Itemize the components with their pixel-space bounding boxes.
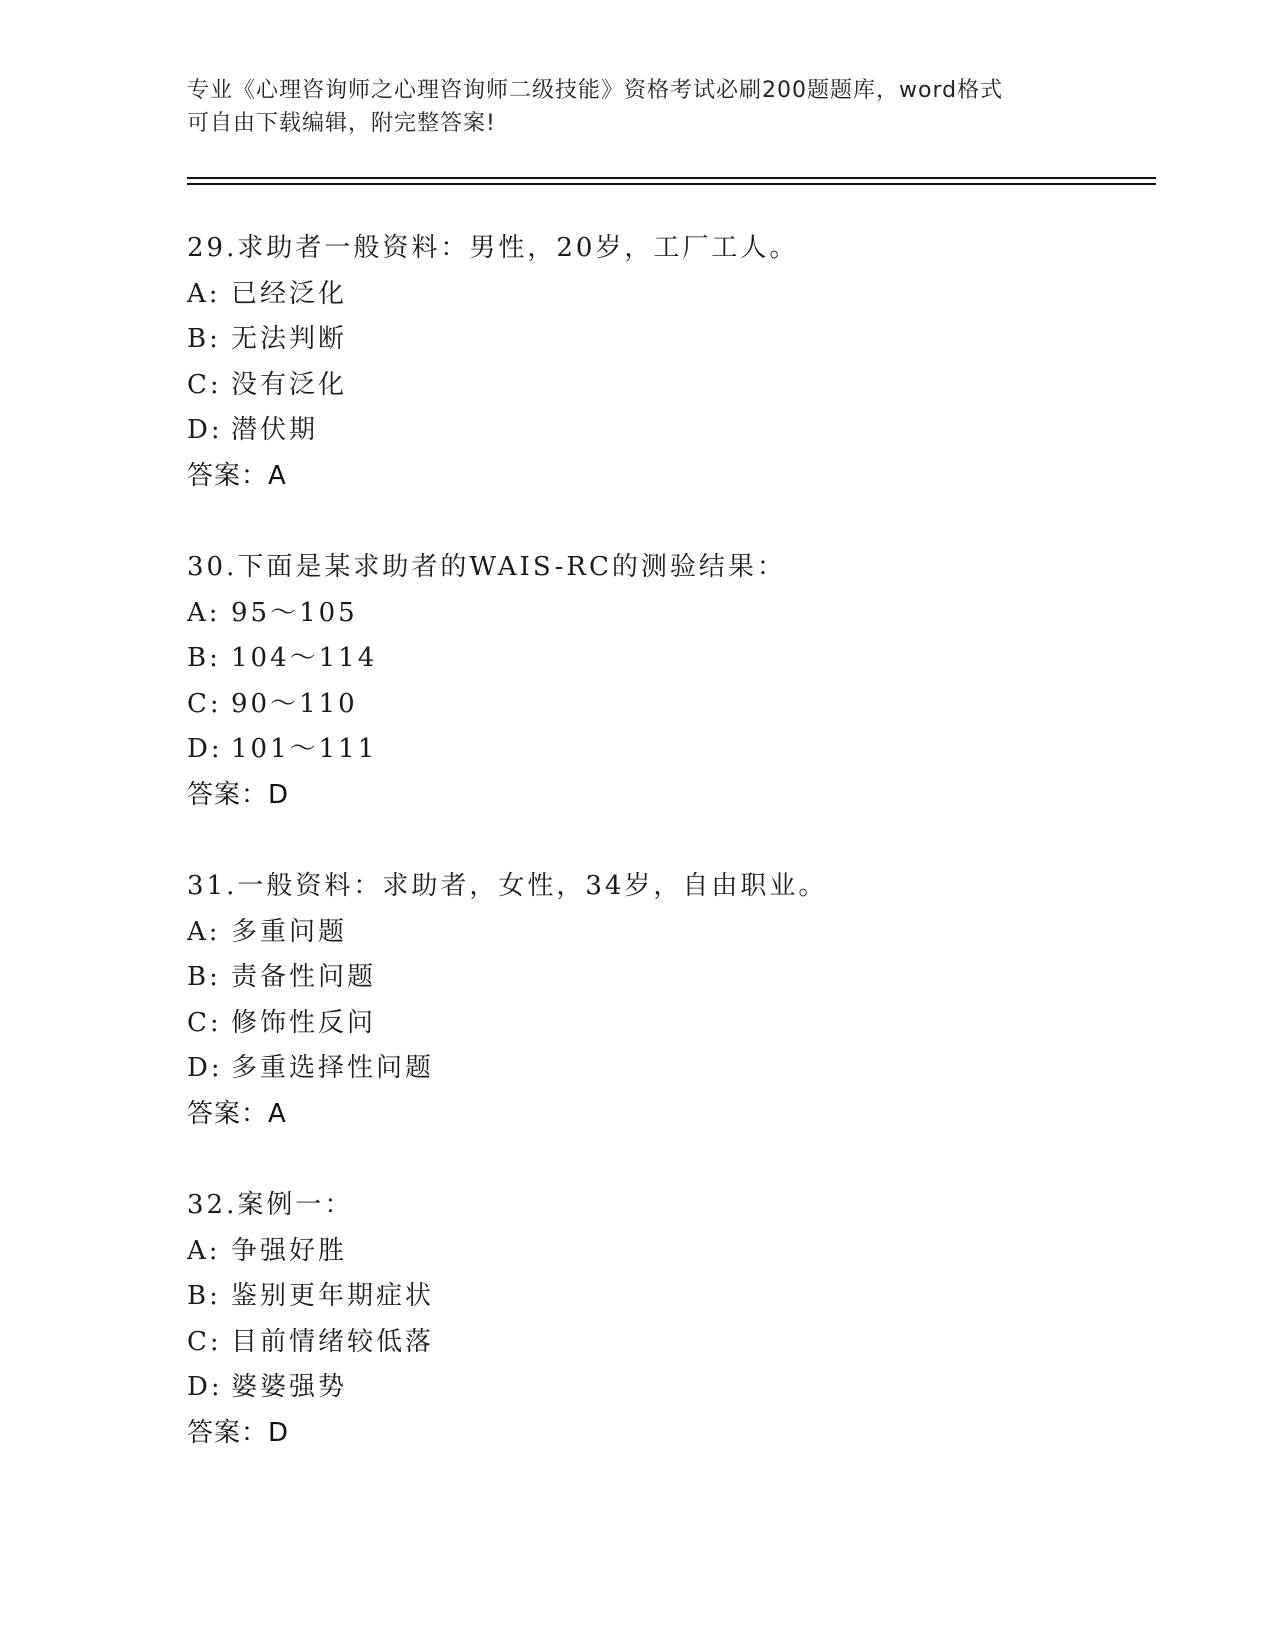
option-letter: A: bbox=[187, 916, 221, 947]
option-letter: A: bbox=[187, 597, 221, 628]
question-31 bbox=[187, 864, 1087, 1137]
header-divider-top bbox=[187, 177, 1156, 179]
option-d bbox=[187, 1046, 1087, 1092]
question-stem: 29.求助者一般资料：男性，20岁，工厂工人。 bbox=[187, 233, 799, 263]
option-text: 多重选择性问题 bbox=[231, 1053, 435, 1083]
option-text: 无法判断 bbox=[231, 324, 348, 354]
answer-line: 答案：A bbox=[187, 1098, 287, 1129]
header-divider-bottom bbox=[187, 183, 1156, 185]
option-b bbox=[187, 636, 1087, 682]
option-letter: A: bbox=[187, 1235, 221, 1266]
option-text: 90～110 bbox=[231, 688, 358, 719]
question-30 bbox=[187, 545, 1087, 818]
option-c bbox=[187, 363, 1087, 409]
question-stem: 31.一般资料：求助者，女性，34岁，自由职业。 bbox=[187, 871, 828, 901]
option-text: 101～111 bbox=[231, 734, 378, 764]
option-letter: C: bbox=[187, 1007, 222, 1038]
option-text: 多重问题 bbox=[231, 916, 348, 947]
option-text: 鉴别更年期症状 bbox=[231, 1281, 435, 1311]
option-c bbox=[187, 1001, 1087, 1047]
option-d bbox=[187, 408, 1087, 454]
option-letter: C: bbox=[187, 688, 222, 719]
header-line-1: 专业《心理咨询师之心理咨询师二级技能》资格考试必刷200题题库，word格式 bbox=[187, 78, 1004, 103]
answer-line: 答案：D bbox=[187, 779, 290, 810]
option-text: 责备性问题 bbox=[231, 962, 377, 992]
option-text: 目前情绪较低落 bbox=[231, 1326, 435, 1357]
option-d bbox=[187, 1365, 1087, 1411]
question-stem: 30.下面是某求助者的WAIS-RC的测验结果： bbox=[187, 552, 786, 582]
option-a bbox=[187, 910, 1087, 956]
option-text: 已经泛化 bbox=[231, 278, 348, 309]
option-text: 104～114 bbox=[231, 643, 378, 673]
option-b bbox=[187, 955, 1087, 1001]
option-a bbox=[187, 272, 1087, 318]
option-letter: B: bbox=[187, 1281, 221, 1311]
option-letter: D: bbox=[187, 1053, 223, 1083]
option-text: 争强好胜 bbox=[231, 1235, 348, 1266]
option-letter: B: bbox=[187, 962, 221, 992]
question-29 bbox=[187, 226, 1087, 499]
option-letter: C: bbox=[187, 1326, 222, 1357]
option-c bbox=[187, 1320, 1087, 1366]
option-b bbox=[187, 317, 1087, 363]
header-line-2: 可自由下载编辑，附完整答案! bbox=[187, 111, 496, 136]
option-text: 没有泛化 bbox=[231, 369, 348, 400]
option-letter: D: bbox=[187, 1372, 223, 1402]
document-header bbox=[187, 74, 1087, 140]
option-a bbox=[187, 1229, 1087, 1275]
answer-line: 答案：A bbox=[187, 460, 287, 491]
option-a bbox=[187, 591, 1087, 637]
option-text: 潜伏期 bbox=[231, 415, 319, 445]
question-32 bbox=[187, 1183, 1087, 1456]
option-letter: D: bbox=[187, 415, 223, 445]
option-b bbox=[187, 1274, 1087, 1320]
option-text: 婆婆强势 bbox=[231, 1372, 348, 1402]
option-letter: B: bbox=[187, 643, 221, 673]
option-text: 95～105 bbox=[231, 597, 358, 628]
option-text: 修饰性反问 bbox=[231, 1007, 377, 1038]
question-stem: 32.案例一： bbox=[187, 1190, 354, 1220]
option-letter: B: bbox=[187, 324, 221, 354]
option-d bbox=[187, 727, 1087, 773]
option-letter: D: bbox=[187, 734, 223, 764]
option-letter: A: bbox=[187, 278, 221, 309]
option-letter: C: bbox=[187, 369, 222, 400]
answer-line: 答案：D bbox=[187, 1417, 290, 1448]
option-c bbox=[187, 682, 1087, 728]
